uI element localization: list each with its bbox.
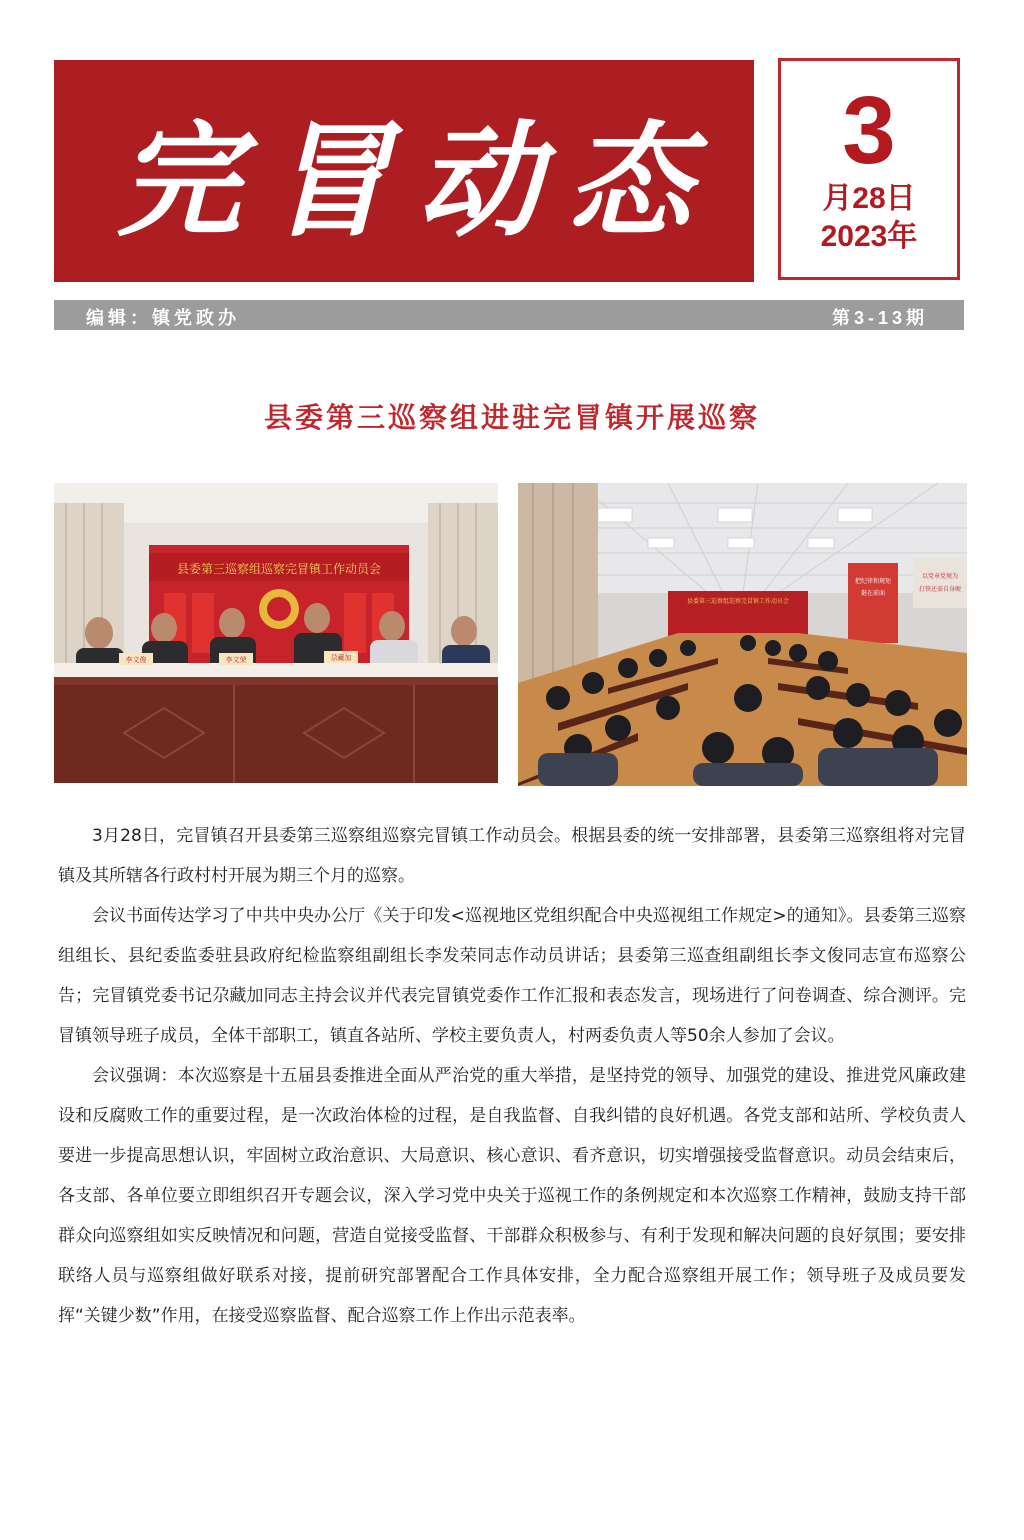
photo1-banner-text: 县委第三巡察组巡察完冒镇工作动员会: [176, 562, 382, 576]
masthead: [54, 60, 754, 282]
meeting-hall-photo: [518, 483, 967, 786]
issue-year: 2023年: [820, 220, 918, 253]
meeting-podium-photo: [54, 483, 498, 783]
article-paragraph-3: 会议强调：本次巡察是十五届县委推进全面从严治党的重大举措，是坚持党的领导、加强党的建设、推进党风廉政建设和反腐败工作的重要过程，是一次政治体检的过程，是自我监督、自我纠错的良好机遇。各党支部和站所、学校负责人要进一步提高思想认识，牢固树立政治意识、大局意识、核心意识、看齐意识，切实增强接受监督意识。动员会结束后，各支部、各单位要立即组织召开专题会议，深入学习党中央关于巡视工作的条例规定和本次巡察工作精神，鼓励支持干部群众向巡察组如实反映情况和问题，营造自觉接受监督、干部群众积极参与、有利于发现和解决问题的良好氛围；要安排联络人员与巡察组做好联系对接，提前研究部署配合工作具体安排，全力配合巡察组开展工作；领导班子及成员要发挥“关键少数”作用，在接受巡察监督、配合巡察工作上作出示范表率。: [58, 1066, 966, 1326]
photo2-banner-text: 县委第三巡察组巡察完冒镇工作动员会: [686, 598, 790, 605]
article-body: [58, 816, 966, 1336]
editor-label: 编辑：镇党政办: [86, 308, 240, 328]
issue-date-box: [778, 58, 960, 280]
article-paragraph-1: 3月28日，完冒镇召开县委第三巡察组巡察完冒镇工作动员会。根据县委的统一安排部署，县委第三巡察组将对完冒镇及其所辖各行政村村开展为期三个月的巡察。: [58, 826, 966, 886]
issue-number: 3: [842, 77, 896, 184]
article-paragraph-2: 会议书面传达学习了中共中央办公厅《关于印发<巡视地区党组织配合中央巡视组工作规定>的通知》。县委第三巡察组组长、县纪委监委驻县政府纪检监察组副组长李发荣同志作动员讲话；县委第三巡查组副组长李文俊同志宣布巡察公告；完冒镇党委书记尕藏加同志主持会议并代表完冒镇党委作工作汇报和表态发言，现场进行了问卷调查、综合测评。完冒镇领导班子成员，全体干部职工，镇直各站所、学校主要负责人，村两委负责人等50余人参加了会议。: [58, 906, 966, 1046]
article-headline: 县委第三巡察组进驻完冒镇开展巡察: [263, 401, 760, 434]
issue-month-day: 月28日: [822, 182, 916, 215]
issue-label: 第3-13期: [831, 308, 928, 328]
photo2-poster-3: 以党章党规为: [921, 573, 959, 580]
photo1-nameplate-3: 尕藏加: [330, 654, 352, 662]
photo2-poster-1: 把纪律和规矩: [854, 578, 892, 585]
masthead-title: 完冒动态: [116, 109, 717, 254]
photo2-poster-2: 挺在前面: [860, 590, 886, 597]
photo1-nameplate-2: 李文荣: [225, 656, 247, 664]
info-bar: [54, 300, 964, 330]
photo1-nameplate-1: 李文俊: [125, 656, 147, 664]
photo2-poster-4: 打铁还需自身硬: [918, 586, 962, 593]
